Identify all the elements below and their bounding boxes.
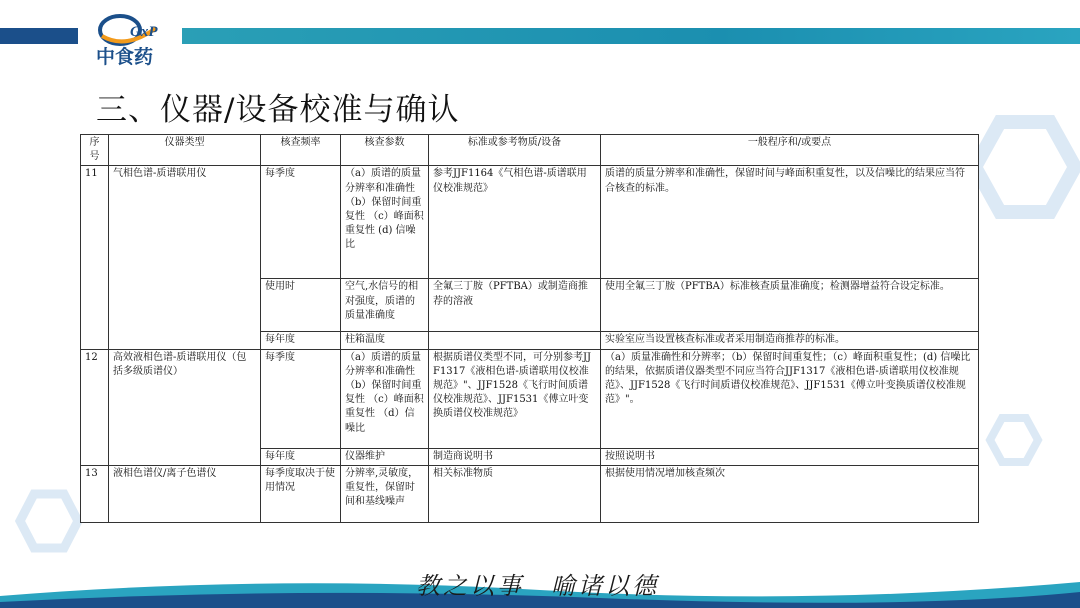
check-parameters: 空气,水信号的相对强度，质谱的质量准确度 bbox=[341, 279, 429, 332]
procedure: 使用全氟三丁胺（PFTBA）标准核查质量准确度；检测器增益符合设定标准。 bbox=[601, 279, 979, 332]
instrument-type: 高效液相色谱-质谱联用仪（包括多级质谱仪） bbox=[109, 349, 261, 465]
instrument-type: 气相色谱-质谱联用仪 bbox=[109, 166, 261, 349]
logo-name: 中食药 bbox=[96, 46, 154, 68]
check-parameters: （a）质谱的质量分辨率和准确性 （b）保留时间重复性 （c）峰面积重复性 (d) 信噪比 bbox=[341, 166, 429, 279]
reference-material: 参考JJF1164《气相色谱-质谱联用仪校准规范》 bbox=[429, 166, 601, 279]
check-parameters: 分辨率,灵敏度，重复性，保留时间和基线噪声 bbox=[341, 465, 429, 522]
header-cell: 标准或参考物质/设备 bbox=[429, 135, 601, 166]
procedure: 质谱的质量分辨率和准确性，保留时间与峰面积重复性，以及信噪比的结果应当符合核查的标准。 bbox=[601, 166, 979, 279]
hexagon-small-decoration-icon bbox=[984, 412, 1044, 468]
table-row bbox=[81, 166, 979, 279]
reference-material bbox=[429, 332, 601, 349]
procedure: 实验室应当设置核查标准或者采用制造商推荐的标准。 bbox=[601, 332, 979, 349]
check-parameters: 柱箱温度 bbox=[341, 332, 429, 349]
check-parameters: （a）质谱的质量分辨率和准确性 （b）保留时间重复性 （c）峰面积重复性 （d）信噪比 bbox=[341, 349, 429, 448]
footer-motto: 教之以事 喻诸以德 bbox=[416, 572, 659, 600]
header-cell: 一般程序和/或要点 bbox=[601, 135, 979, 166]
header-cell: 核查频率 bbox=[261, 135, 341, 166]
procedure: 按照说明书 bbox=[601, 448, 979, 465]
row-number: 11 bbox=[81, 166, 109, 349]
header-bar-right bbox=[182, 28, 1080, 44]
procedure: （a）质量准确性和分辨率；（b）保留时间重复性；（c）峰面积重复性；(d) 信噪比的结果，依据质谱仪器类型不同应当符合JJF1317《液相色谱-质谱联用仪校准规范》、JJF1528《飞行时间质谱仪校准规范》、JJF1531《傅立叶变换质谱仪校准规范》"。 bbox=[601, 349, 979, 448]
header-bar-left bbox=[0, 28, 78, 44]
reference-material: 全氟三丁胺（PFTBA）或制造商推荐的溶液 bbox=[429, 279, 601, 332]
instrument-type: 液相色谱仪/离子色谱仪 bbox=[109, 465, 261, 522]
table-header-row bbox=[81, 135, 979, 166]
row-number: 13 bbox=[81, 465, 109, 522]
page-title: 三、仪器/设备校准与确认 bbox=[96, 92, 460, 128]
logo-mark: GxP bbox=[130, 24, 158, 40]
reference-material: 制造商说明书 bbox=[429, 448, 601, 465]
hexagon-left-decoration-icon bbox=[14, 488, 84, 554]
calibration-table bbox=[80, 134, 979, 523]
header-cell: 仪器类型 bbox=[109, 135, 261, 166]
check-frequency: 每季度 bbox=[261, 166, 341, 279]
table-row bbox=[81, 349, 979, 448]
check-frequency: 每年度 bbox=[261, 332, 341, 349]
header-cell: 序号 bbox=[81, 135, 109, 166]
check-frequency: 每季度 bbox=[261, 349, 341, 448]
company-logo-icon bbox=[86, 6, 178, 68]
table-row bbox=[81, 465, 979, 522]
check-parameters: 仪器维护 bbox=[341, 448, 429, 465]
check-frequency: 每季度取决于使用情况 bbox=[261, 465, 341, 522]
check-frequency: 使用时 bbox=[261, 279, 341, 332]
procedure: 根据使用情况增加核查频次 bbox=[601, 465, 979, 522]
header-cell: 核查参数 bbox=[341, 135, 429, 166]
row-number: 12 bbox=[81, 349, 109, 465]
check-frequency: 每年度 bbox=[261, 448, 341, 465]
reference-material: 相关标准物质 bbox=[429, 465, 601, 522]
reference-material: 根据质谱仪类型不同，可分别参考JJF1317《液相色谱-质谱联用仪校准规范》"、JJF1528《飞行时间质谱仪校准规范》、JJF1531《傅立叶变换质谱仪校准规范》 bbox=[429, 349, 601, 448]
